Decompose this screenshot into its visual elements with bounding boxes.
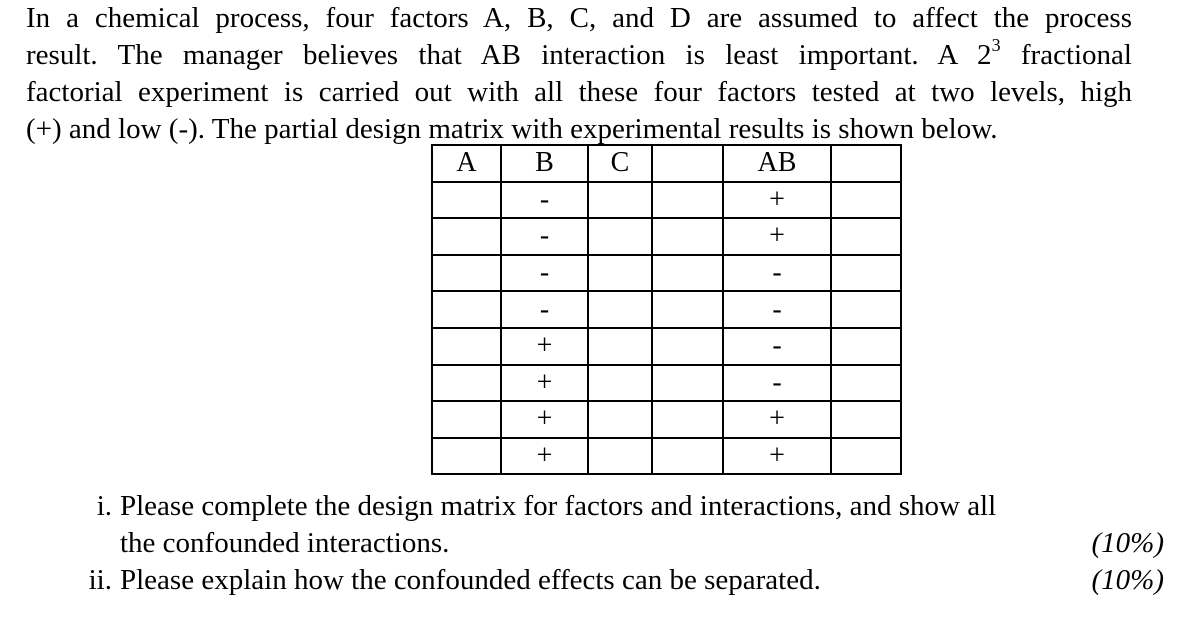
intro-line-3: factorial experiment is carried out with all these four factors tested at two levels, high (26, 76, 1132, 108)
table-cell: + (723, 182, 831, 219)
header-cell-b: B (501, 145, 588, 182)
question-mark: (10%) (1091, 564, 1164, 596)
table-cell (432, 218, 501, 255)
table-cell: - (723, 328, 831, 365)
table-cell (831, 218, 901, 255)
table-cell (831, 255, 901, 292)
table-cell (652, 401, 723, 438)
table-cell (831, 365, 901, 402)
table-cell (588, 401, 652, 438)
question-number: ii. (88, 564, 112, 596)
problem-statement (26, 0, 1132, 148)
table-cell: - (723, 365, 831, 402)
table-cell (432, 365, 501, 402)
table-header-row (432, 145, 901, 182)
table-cell (588, 438, 652, 475)
question-mark: (10%) (1091, 527, 1164, 559)
table-cell (432, 291, 501, 328)
exponent: 3 (991, 35, 1001, 56)
table-row (432, 401, 901, 438)
table-cell: - (501, 291, 588, 328)
table-row (432, 365, 901, 402)
table-cell (652, 438, 723, 475)
table-cell (831, 401, 901, 438)
table-row (432, 438, 901, 475)
intro-line-2-pre: result. The manager believes that AB interaction is least important. A 2 (26, 39, 992, 71)
table-cell: + (501, 365, 588, 402)
table-row (432, 291, 901, 328)
table-row (432, 218, 901, 255)
question-text-line-2: the confounded interactions. (120, 527, 450, 559)
table-cell: + (501, 328, 588, 365)
table-row (432, 255, 901, 292)
table-cell (432, 438, 501, 475)
header-cell-c: C (588, 145, 652, 182)
question-text-line-1: Please complete the design matrix for factors and interactions, and show all (120, 490, 997, 522)
table-row (432, 328, 901, 365)
table-cell (652, 255, 723, 292)
table-cell (588, 182, 652, 219)
question-list (70, 488, 1164, 599)
table-cell (432, 328, 501, 365)
table-cell: - (501, 182, 588, 219)
table-cell (652, 182, 723, 219)
table-cell (432, 401, 501, 438)
header-cell-a: A (432, 145, 501, 182)
question-text-line-1: Please explain how the confounded effects can be separated. (120, 564, 821, 596)
table-cell: + (723, 438, 831, 475)
table-cell (831, 291, 901, 328)
table-cell (652, 291, 723, 328)
question-item (70, 488, 1164, 562)
table-cell (588, 365, 652, 402)
table-cell (588, 218, 652, 255)
design-matrix-table (431, 144, 902, 475)
header-cell-ab: AB (723, 145, 831, 182)
table-cell (831, 328, 901, 365)
table-cell: + (501, 438, 588, 475)
table-cell: - (723, 291, 831, 328)
table-cell (588, 255, 652, 292)
table-cell: - (723, 255, 831, 292)
table-cell (652, 328, 723, 365)
intro-line-2 (26, 37, 1132, 74)
table-cell (831, 182, 901, 219)
intro-line-4: (+) and low (-). The partial design matrix with experimental results is shown below. (26, 113, 998, 145)
question-item (70, 562, 1164, 599)
table-cell: - (501, 218, 588, 255)
header-cell-blank (831, 145, 901, 182)
table-cell (432, 182, 501, 219)
table-cell: + (723, 401, 831, 438)
table-row (432, 182, 901, 219)
table-cell (652, 365, 723, 402)
intro-line-2-post: fractional (1000, 39, 1132, 71)
table-cell: - (501, 255, 588, 292)
table-cell (831, 438, 901, 475)
table-cell (588, 328, 652, 365)
table-cell (652, 218, 723, 255)
table-cell: + (501, 401, 588, 438)
question-number: i. (96, 490, 112, 522)
table-cell (432, 255, 501, 292)
table-cell (588, 291, 652, 328)
table-cell: + (723, 218, 831, 255)
header-cell-blank (652, 145, 723, 182)
intro-line-1: In a chemical process, four factors A, B, C, and D are assumed to affect the process (26, 2, 1132, 34)
